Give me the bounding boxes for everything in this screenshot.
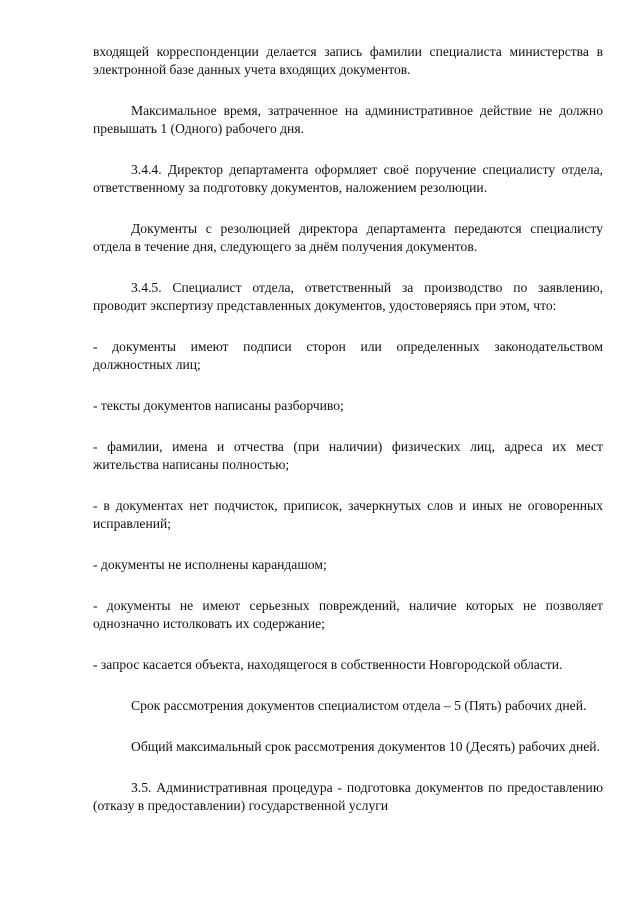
paragraph-7: Общий максимальный срок рассмотрения документов 10 (Десять) рабочих дней. bbox=[131, 739, 600, 754]
list-item-1: - документы имеют подписи сторон или определенных законодательством должностных лиц; bbox=[93, 339, 603, 372]
paragraph-4: Документы с резолюцией директора департамента передаются специалисту отдела в течение дня, следующего за днём получения документов. bbox=[93, 221, 603, 254]
list-item-7: - запрос касается объекта, находящегося в собственности Новгородской области. bbox=[93, 657, 563, 672]
paragraph-2: Максимальное время, затраченное на административное действие не должно превышать 1 (Одного) рабочего дня. bbox=[93, 103, 603, 136]
paragraph-5: 3.4.5. Специалист отдела, ответственный за производство по заявлению, проводит экспертизу представленных документов, удостоверяясь при этом, что: bbox=[93, 280, 603, 313]
paragraph-1: входящей корреспонденции делается запись фамилии специалиста министерства в электронной базе данных учета входящих документов. bbox=[93, 44, 603, 77]
paragraph-6: Срок рассмотрения документов специалистом отдела – 5 (Пять) рабочих дней. bbox=[131, 698, 587, 713]
paragraph-3: 3.4.4. Директор департамента оформляет своё поручение специалисту отдела, ответственному за подготовку документов, наложением резолюции. bbox=[93, 162, 603, 195]
list-item-6: - документы не имеют серьезных повреждений, наличие которых не позволяет однозначно истолковать их содержание; bbox=[93, 598, 603, 631]
document-page bbox=[93, 43, 603, 838]
list-item-4: - в документах нет подчисток, приписок, зачеркнутых слов и иных не оговоренных исправлений; bbox=[93, 498, 603, 531]
list-item-3: - фамилии, имена и отчества (при наличии) физических лиц, адреса их мест жительства написаны полностью; bbox=[93, 439, 603, 472]
list-item-5: - документы не исполнены карандашом; bbox=[93, 557, 327, 572]
section-heading-3-5: 3.5. Административная процедура - подготовка документов по предоставлению (отказу в предоставлении) государственной услуги bbox=[93, 780, 603, 813]
list-item-2: - тексты документов написаны разборчиво; bbox=[93, 398, 344, 413]
